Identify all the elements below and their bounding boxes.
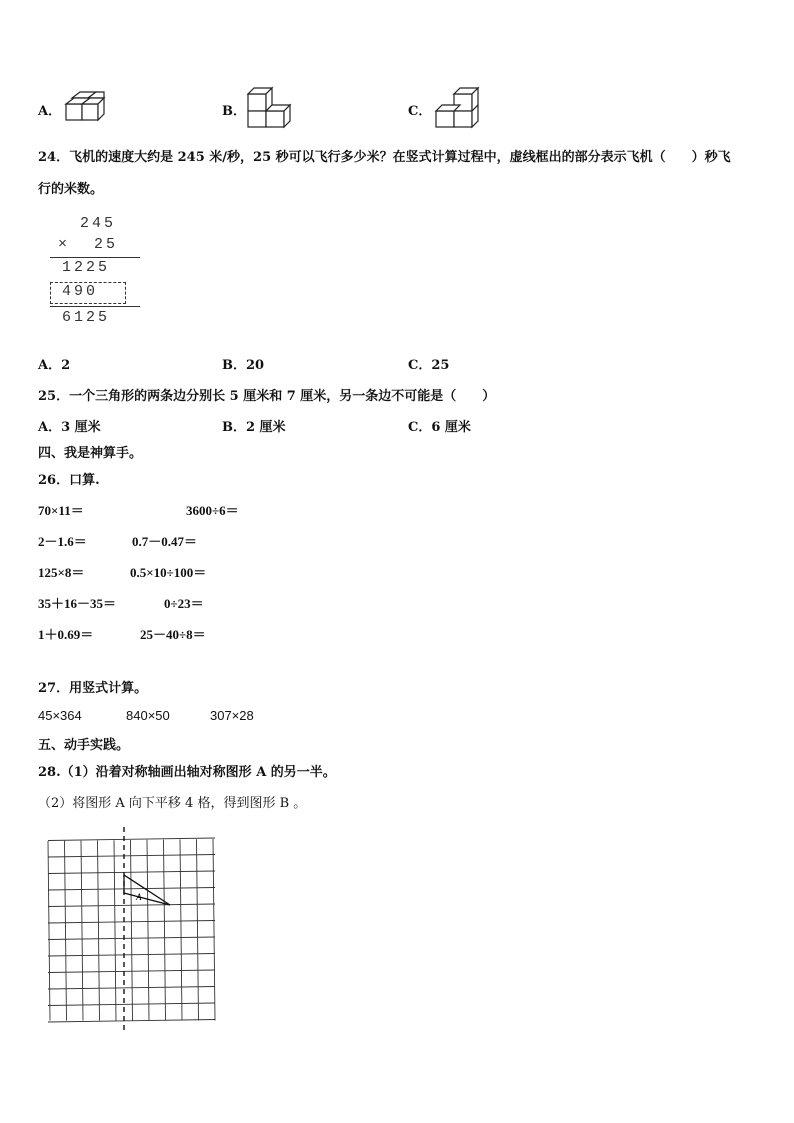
vertical-row1: 245 xyxy=(80,215,117,232)
grid-horizontal-line xyxy=(48,855,215,858)
q27-item-1: 45×364 xyxy=(38,708,82,723)
q26-item-5-1: 1＋0.69＝ xyxy=(38,627,94,642)
grid-vertical-line xyxy=(197,839,199,1020)
grid-horizontal-line xyxy=(48,888,215,891)
q25-option-c[interactable]: C．6 厘米 xyxy=(408,420,471,435)
q26-title: 26．口算. xyxy=(38,473,100,488)
q24-question-line2: 行的米数。 xyxy=(38,182,104,197)
q25-option-a[interactable]: A．3 厘米 xyxy=(38,420,101,435)
grid-vertical-line xyxy=(131,840,133,1021)
q24-question-line1: 24．飞机的速度大约是 245 米/秒，25 秒可以飞行多少米？在竖式计算过程中，虚线框出的部分表示飞机（ ）秒飞 xyxy=(38,150,731,165)
q26-item-1-2: 3600÷6＝ xyxy=(186,503,239,518)
grid-vertical-line xyxy=(213,839,215,1021)
q28-part1: 28.（1）沿着对称轴画出轴对称图形 A 的另一半。 xyxy=(38,765,336,780)
grid-vertical-line xyxy=(164,840,166,1021)
grid-horizontal-line xyxy=(48,987,215,990)
vertical-row5: 6125 xyxy=(62,309,111,326)
grid-vertical-line xyxy=(98,840,100,1020)
grid-horizontal-line xyxy=(48,1020,215,1023)
q26-item-5-2: 25－40÷8＝ xyxy=(140,627,206,642)
q28-grid-figure xyxy=(44,825,219,1035)
vertical-rule-1 xyxy=(50,257,140,258)
q24-option-b[interactable]: B．20 xyxy=(222,358,265,373)
vertical-row4: 490 xyxy=(62,283,99,300)
q26-item-2-1: 2－1.6＝ xyxy=(38,534,87,549)
q25-option-b[interactable]: B．2 厘米 xyxy=(222,420,286,435)
grid-vertical-line xyxy=(81,841,83,1021)
q26-item-3-2: 0.5×10÷100＝ xyxy=(130,565,207,580)
section-4-heading: 四、我是神算手。 xyxy=(38,446,143,461)
q23-option-a-cubes xyxy=(62,90,108,126)
section-5-heading: 五、动手实践。 xyxy=(38,738,130,753)
square-grid xyxy=(48,838,215,1022)
vertical-multiply-sign: × xyxy=(58,236,71,253)
grid-vertical-line xyxy=(48,841,50,1021)
q25-question: 25．一个三角形的两条边分别长 5 厘米和 7 厘米，另一条边不可能是（ ） xyxy=(38,389,496,404)
vertical-rule-2 xyxy=(50,306,140,307)
q23-option-b-label: B． xyxy=(222,104,246,119)
q27-title: 27．用竖式计算。 xyxy=(38,681,148,696)
q23-option-b-cubes xyxy=(244,84,296,130)
q26-item-3-1: 125×8＝ xyxy=(38,565,85,580)
q26-item-2-2: 0.7－0.47＝ xyxy=(132,534,198,549)
grid-vertical-line xyxy=(147,840,149,1021)
grid-vertical-line xyxy=(180,839,182,1020)
q23-option-c-label: C． xyxy=(408,104,432,119)
vertical-row2: 25 xyxy=(94,236,119,253)
grid-horizontal-line xyxy=(48,1003,215,1006)
q26-item-4-2: 0÷23＝ xyxy=(164,596,204,611)
vertical-row3: 1225 xyxy=(62,259,111,276)
q24-option-c[interactable]: C．25 xyxy=(408,358,450,373)
shape-a-label: A xyxy=(136,892,142,902)
q24-option-a[interactable]: A．2 xyxy=(38,358,71,373)
q27-item-2: 840×50 xyxy=(126,708,170,723)
grid-horizontal-line xyxy=(48,871,215,874)
grid-horizontal-line xyxy=(48,838,215,841)
q23-option-a-label: A． xyxy=(38,104,62,119)
q26-item-1-1: 70×11＝ xyxy=(38,503,84,518)
q23-option-c-cubes xyxy=(432,84,484,130)
q26-item-4-1: 35＋16－35＝ xyxy=(38,596,117,611)
grid-vertical-line xyxy=(114,840,116,1020)
q27-item-3: 307×28 xyxy=(210,708,254,723)
grid-vertical-line xyxy=(65,841,67,1021)
q28-part2: （2）将图形 A 向下平移 4 格，得到图形 B 。 xyxy=(38,796,307,811)
